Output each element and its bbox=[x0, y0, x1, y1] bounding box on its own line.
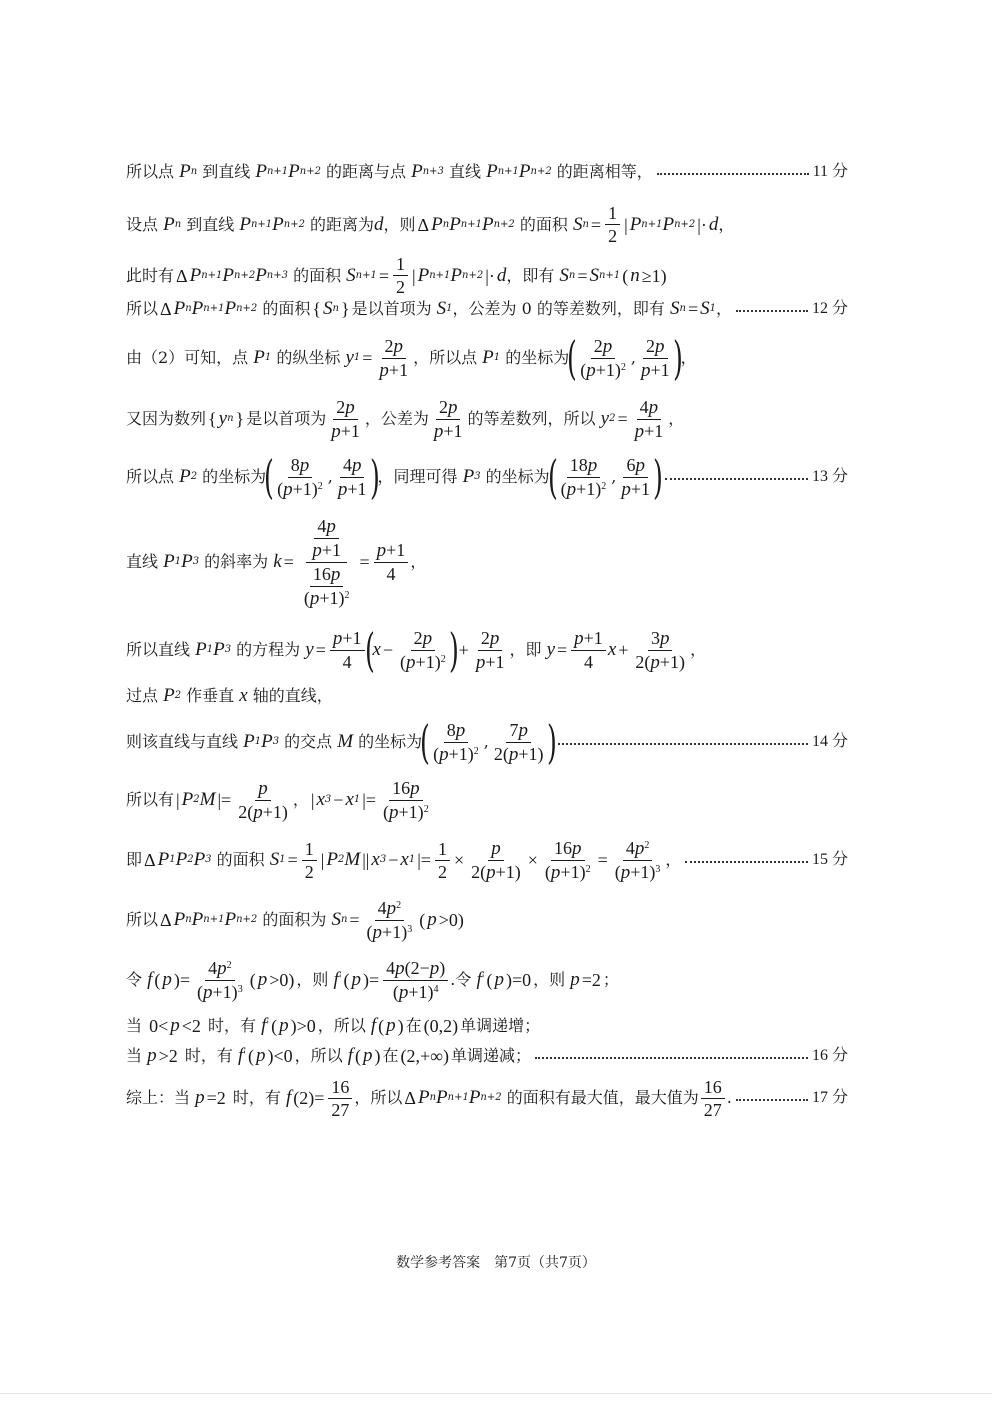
dot-leader bbox=[535, 1057, 808, 1059]
score-mark: 11 分 bbox=[812, 163, 848, 180]
score-mark: 12 分 bbox=[811, 300, 848, 317]
solution-line-4: 所以 Δ P n P n+1 P n+2 的面积 { S n } 是以首项为 S 1 ，公差为 0 的等差数列，即有 S n = S 1 ， 12 分 bbox=[126, 298, 848, 319]
solution-line-1: 所以点 P n 到直线 P n+1 P n+2 的距离与点 P n+3 直线 P n+1 P n+2 的距离相等， 11 分 bbox=[126, 161, 848, 182]
solution-line-5: 由（2）可知，点 P 1 的纵坐标 y 1 = $\frac{2p}{p+1}$ ，所以点 P 1 的坐标为 ( $\frac{2p}{(p+1)^2}$ , $\frac{2p}{p+1}$ ) ， bbox=[126, 331, 697, 385]
solution-line-6: 又因为数列 { y n } 是以首项为 $\frac{2p}{p+1}$ ，公差为 $\frac{2p}{p+1}$ 的等差数列，所以 y 2 = $\frac{4p}{p+1}$ ， bbox=[126, 396, 685, 442]
dot-leader bbox=[736, 310, 808, 312]
solution-line-7: 所以点 P 2 的坐标为 ( $\frac{8p}{(p+1)^2}$ , $\frac{4p}{p+1}$ ) ，同理可得 P 3 的坐标为 ( $\frac{18p}{(p+1)^2}$ , $\frac{6p}{p+1}$ ) 13 分 bbox=[126, 450, 848, 504]
score-mark: 13 分 bbox=[811, 468, 848, 485]
solution-line-17: 当 p >2 时，有 f ' ( p )<0 ，所以 f ( p ) 在 (2,+∞) 单调递减； 16 分 bbox=[126, 1045, 848, 1066]
solution-line-8: 直线 P 1 P 3 的斜率为 k = $\frac{\frac{4p}{p+1}}{\frac{16p}{(p+1)^2}}$ = $\frac{p+1}{4}$ ， bbox=[126, 515, 427, 609]
score-mark: 14 分 bbox=[811, 733, 848, 750]
solution-line-14: 所以 Δ P n P n+1 P n+2 的面积为 S n = $\frac{4p^2}{(p+1)^3}$ ( p >0) bbox=[126, 897, 464, 943]
solution-line-2: 设点 P n 到直线 P n+1 P n+2 的距离为 d ，则 Δ P n P n+1 P n+2 的面积 S n = $\frac{1}{2}$ | P n+1 P n+2 |· d ， bbox=[126, 203, 735, 246]
dot-leader bbox=[685, 861, 808, 863]
solution-line-10: 过点 P 2 作垂直 x 轴的直线， bbox=[126, 685, 333, 706]
score-mark: 17 分 bbox=[811, 1089, 848, 1106]
page-footer: 数学参考答案 第7页（共7页） bbox=[396, 1255, 596, 1271]
solution-line-16: 当 0< p <2 时，有 f ' ( p )>0 ，所以 f ( p ) 在 (0,2) 单调递增； bbox=[126, 1015, 541, 1036]
dot-leader bbox=[736, 1099, 808, 1101]
dot-leader bbox=[558, 743, 808, 745]
solution-line-11: 则该直线与直线 P 1 P 3 的交点 M 的坐标为 ( $\frac{8p}{(p+1)^2}$ , $\frac{7p}{2(p+1)}$ ) 14 分 bbox=[126, 715, 848, 769]
score-mark: 16 分 bbox=[811, 1047, 848, 1064]
dot-leader bbox=[665, 478, 808, 480]
solution-line-9: 所以直线 P 1 P 3 的方程为 y = $\frac{p+1}{4}$ ( x − $\frac{2p}{(p+1)^2}$ ) + $\frac{2p}{p+1}$ ，即 y = $\frac{p+1}{4}$ x + $\frac{3p}{2(p+1)}$ ， bbox=[126, 623, 707, 677]
solution-line-3: 此时有 Δ P n+1 P n+2 P n+3 的面积 S n+1 = $\frac{1}{2}$ | P n+1 P n+2 |· d ，即有 S n = S n+1 ( n ≥1) bbox=[126, 254, 667, 297]
dot-leader bbox=[657, 173, 809, 175]
page-edge-divider bbox=[0, 1393, 992, 1394]
solution-line-18: 综上：当 p =2 时，有 f (2)= $\frac{16}{27}$ ，所以 Δ P n P n+1 P n+2 的面积有最大值，最大值为 $\frac{16}{27}$ . 17 分 bbox=[126, 1076, 848, 1120]
solution-line-15: 令 f ( p )= $\frac{4p^2}{(p+1)^3}$ ( p >0) ，则 f ' ( p )= $\frac{4p(2-p)}{(p+1)^4}$ .令 f ' ( p )=0 ，则 p =2 ； bbox=[126, 957, 619, 1003]
solution-line-13: 即 Δ P 1 P 2 P 3 的面积 S 1 = $\frac{1}{2}$ | P 2 M || x 3 − x 1 |= $\frac{1}{2}$ × $\frac{p}{2(p+1)}$ × $\frac{16p}{(p+1)^2}$ = $\frac{4p^2}{(p+1)^3}$ ， 15 分 bbox=[126, 837, 848, 883]
solution-line-12: 所以有 | P 2 M |= $\frac{p}{2(p+1)}$ ， | x 3 − x 1 |= $\frac{16p}{(p+1)^2}$ bbox=[126, 777, 429, 823]
score-mark: 15 分 bbox=[811, 851, 848, 868]
